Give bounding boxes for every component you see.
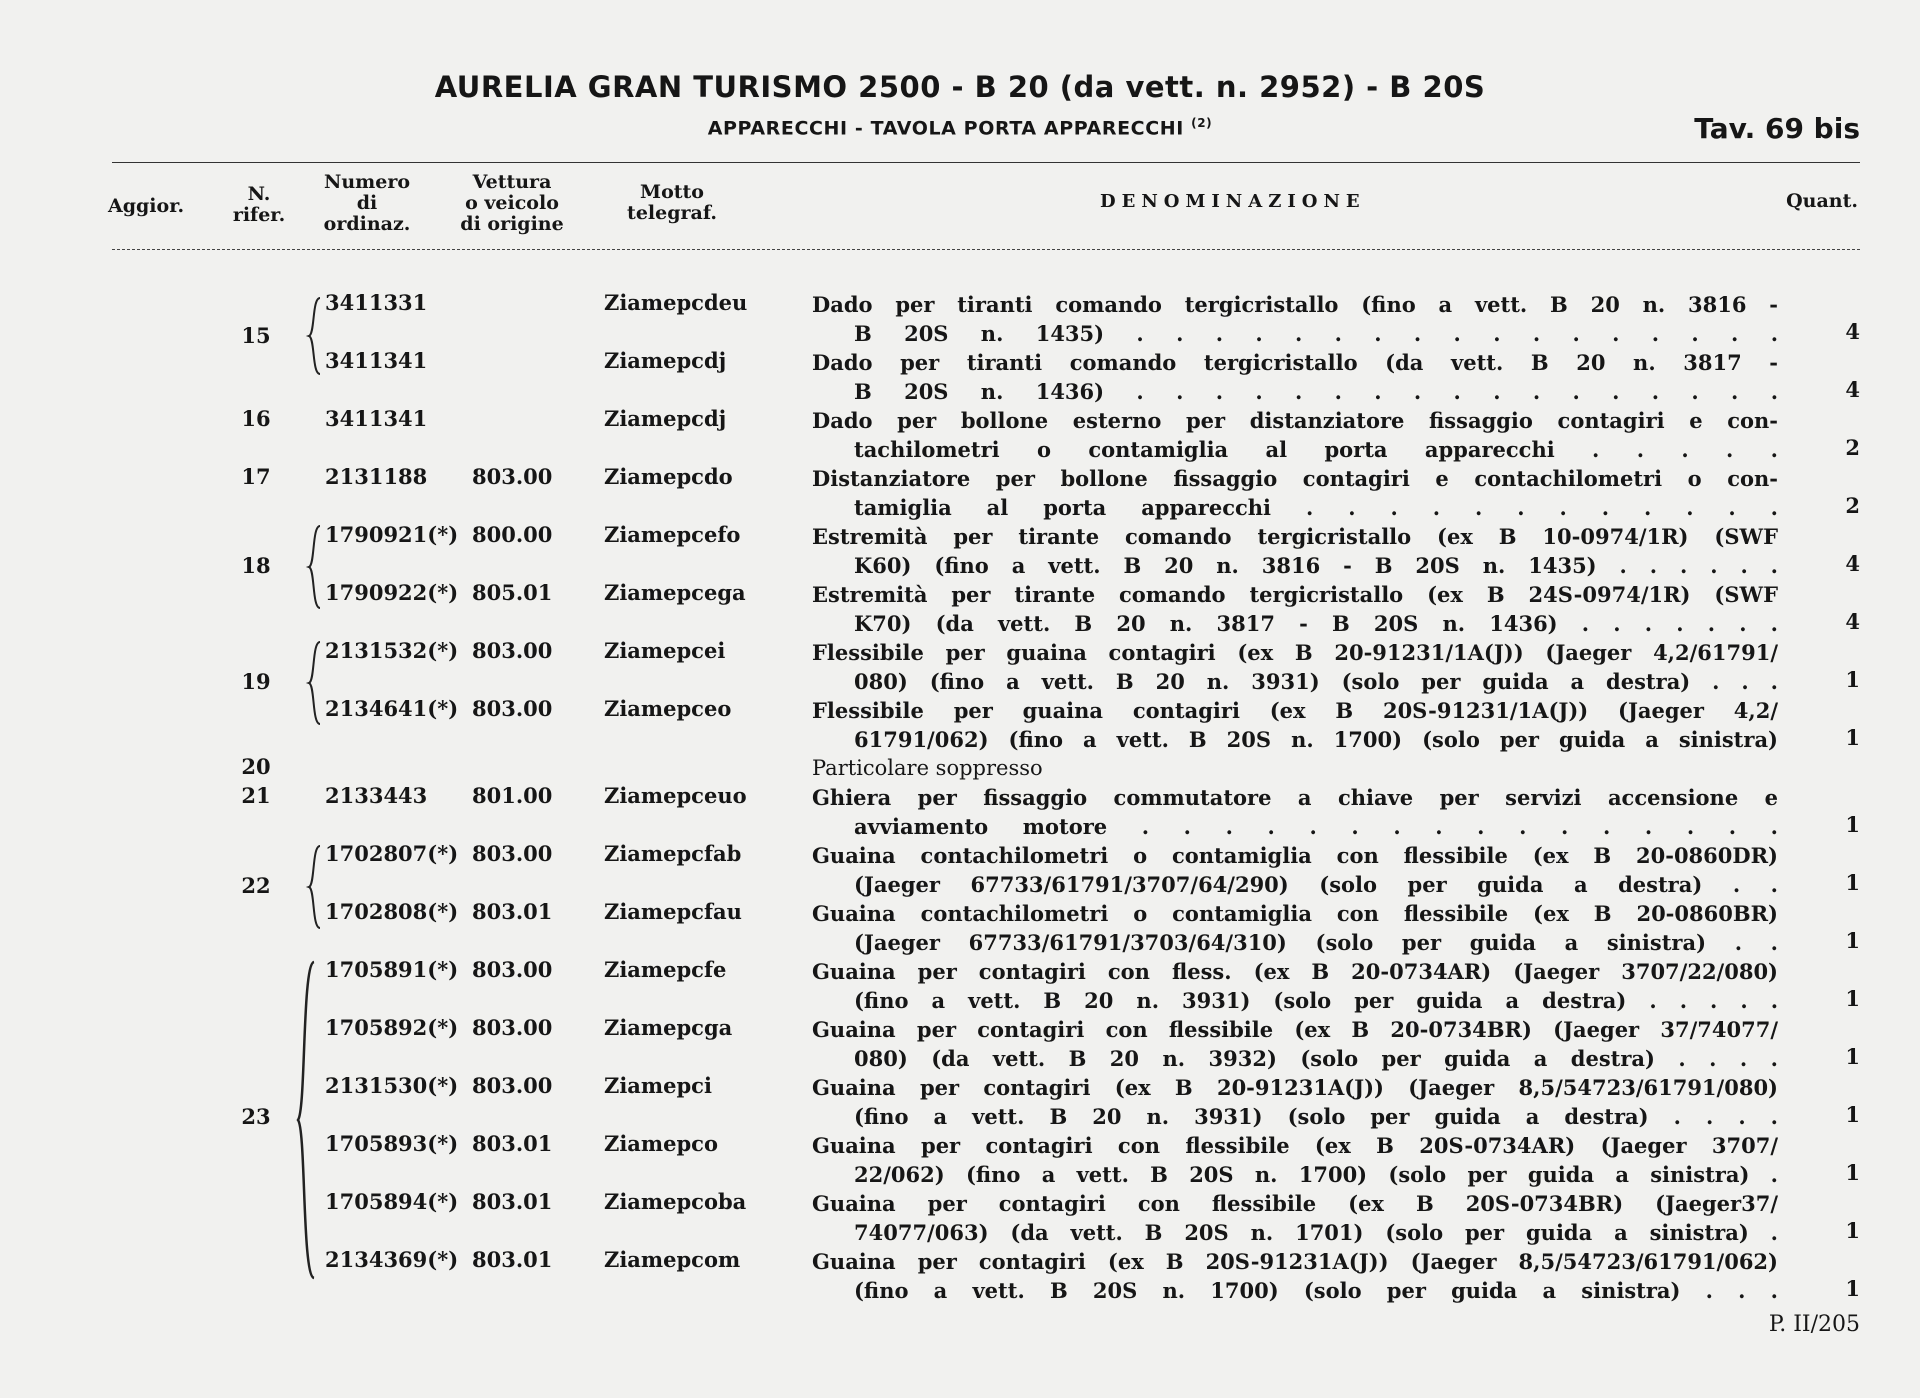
order-number: 3411341	[325, 348, 428, 373]
telegraph-code: Ziamepcdj	[604, 406, 727, 431]
telegraph-code: Ziamepcdo	[604, 464, 733, 489]
table-row	[0, 957, 1920, 1015]
vehicle-origin: 803.00	[472, 638, 553, 663]
telegraph-code: Ziamepcga	[604, 1015, 733, 1040]
order-number: 2134641(*)	[325, 696, 459, 721]
table-row	[0, 899, 1920, 957]
table-row	[0, 841, 1920, 899]
description-line2: 61791/062) (fino a vett. B 20S n. 1700) (solo per guida a sinistra)	[854, 727, 1778, 752]
col-header-rifer-line2: rifer.	[232, 204, 286, 226]
order-number: 1790922(*)	[325, 580, 459, 605]
col-header-motto-line1: Motto	[640, 181, 704, 203]
description-line2: 080) (da vett. B 20 n. 3932) (solo per guida a destra) . . . .	[854, 1046, 1778, 1071]
description-line1: Guaina contachilometri o contamiglia con flessibile (ex B 20-0860DR)	[812, 843, 1778, 868]
telegraph-code: Ziamepci	[604, 1073, 712, 1098]
part-description	[812, 348, 1778, 406]
quantity: 4	[1845, 551, 1860, 576]
quantity: 1	[1845, 725, 1860, 750]
description-line2: K70) (da vett. B 20 n. 3817 - B 20S n. 1436) . . . . . . .	[854, 611, 1778, 636]
subtitle-note: (2)	[1191, 116, 1213, 130]
vehicle-origin: 803.00	[472, 464, 553, 489]
telegraph-code: Ziamepcom	[604, 1247, 741, 1272]
order-number: 1702807(*)	[325, 841, 459, 866]
col-header-motto-line2: telegraf.	[627, 202, 717, 224]
col-header-rifer	[224, 184, 294, 226]
group-number: 19	[241, 669, 271, 694]
description-line1: Guaina per contagiri con flessibile (ex B 20S-0734AR) (Jaeger 3707/	[812, 1133, 1778, 1158]
table-row	[0, 1131, 1920, 1189]
description-line1: Flessibile per guaina contagiri (ex B 20S-91231/1A(J)) (Jaeger 4,2/	[812, 698, 1778, 723]
description-line1: Guaina per contagiri (ex B 20-91231A(J)) (Jaeger 8,5/54723/61791/080)	[812, 1075, 1778, 1100]
table-row	[0, 754, 1920, 783]
quantity: 1	[1845, 667, 1860, 692]
description-line2: (fino a vett. B 20S n. 1700) (solo per guida a sinistra) . . .	[854, 1278, 1778, 1303]
part-description	[812, 957, 1778, 1015]
col-header-vettura-line3: di origine	[460, 213, 564, 235]
description-line1: Guaina contachilometri o contamiglia con flessibile (ex B 20-0860BR)	[812, 901, 1778, 926]
order-number: 2131530(*)	[325, 1073, 459, 1098]
vehicle-origin: 800.00	[472, 522, 553, 547]
telegraph-code: Ziamepceuo	[604, 783, 747, 808]
vehicle-origin: 805.01	[472, 580, 553, 605]
quantity: 4	[1845, 377, 1860, 402]
description-line2: B 20S n. 1435) . . . . . . . . . . . . . . . . .	[854, 321, 1778, 346]
description-line2: (Jaeger 67733/61791/3707/64/290) (solo per guida a destra) . .	[854, 872, 1778, 897]
col-header-vettura	[442, 172, 582, 235]
part-description	[812, 841, 1778, 899]
group-number: 18	[241, 553, 271, 578]
quantity: 1	[1845, 1160, 1860, 1185]
quantity: 2	[1845, 493, 1860, 518]
quantity: 4	[1845, 609, 1860, 634]
table-row	[0, 580, 1920, 638]
part-description	[812, 1015, 1778, 1073]
vehicle-origin: 803.00	[472, 696, 553, 721]
description-line1: Dado per bollone esterno per distanziatore fissaggio contagiri e con-	[812, 408, 1778, 433]
table-row	[0, 696, 1920, 754]
col-header-rifer-line1: N.	[247, 183, 271, 205]
description-line2: tamiglia al porta apparecchi . . . . . . . . . . . .	[854, 495, 1778, 520]
col-header-denominazione: DENOMINAZIONE	[1100, 191, 1366, 212]
vehicle-origin: 801.00	[472, 783, 553, 808]
table-row	[0, 638, 1920, 696]
table-row	[0, 1015, 1920, 1073]
quantity: 1	[1845, 1218, 1860, 1243]
table-row	[0, 406, 1920, 464]
description-line1: Particolare soppresso	[812, 756, 1043, 780]
telegraph-code: Ziamepcega	[604, 580, 746, 605]
description-line1: Guaina per contagiri con flessibile (ex B 20-0734BR) (Jaeger 37/74077/	[812, 1017, 1778, 1042]
col-header-aggior: Aggior.	[108, 195, 185, 217]
group-number: 23	[241, 1104, 271, 1129]
order-number: 2133443	[325, 783, 428, 808]
order-number: 2131188	[325, 464, 428, 489]
col-header-vettura-line2: o veicolo	[465, 192, 559, 214]
telegraph-code: Ziamepcfab	[604, 841, 742, 866]
description-line2: K60) (fino a vett. B 20 n. 3816 - B 20S n. 1435) . . . . . .	[854, 553, 1778, 578]
order-number: 3411331	[325, 290, 428, 315]
part-description	[812, 1073, 1778, 1131]
vehicle-origin: 803.00	[472, 1015, 553, 1040]
description-line1: Estremità per tirante comando tergicristallo (ex B 10-0974/1R) (SWF	[812, 524, 1778, 549]
order-number: 2134369(*)	[325, 1247, 459, 1272]
telegraph-code: Ziamepcefo	[604, 522, 741, 547]
vehicle-origin: 803.00	[472, 1073, 553, 1098]
table-row	[0, 290, 1920, 348]
part-description	[812, 899, 1778, 957]
page-title: AURELIA GRAN TURISMO 2500 - B 20 (da vett. n. 2952) - B 20S	[434, 70, 1486, 104]
quantity: 1	[1845, 1276, 1860, 1301]
ref-number: 21	[241, 783, 271, 808]
telegraph-code: Ziamepcoba	[604, 1189, 747, 1214]
telegraph-code: Ziamepcdeu	[604, 290, 748, 315]
part-description	[812, 580, 1778, 638]
vehicle-origin: 803.01	[472, 1189, 553, 1214]
group-number: 15	[241, 323, 271, 348]
description-line2: (fino a vett. B 20 n. 3931) (solo per guida a destra) . . . . .	[854, 988, 1778, 1013]
vehicle-origin: 803.01	[472, 899, 553, 924]
part-description	[812, 638, 1778, 696]
order-number: 1705892(*)	[325, 1015, 459, 1040]
description-line2: 22/062) (fino a vett. B 20S n. 1700) (solo per guida a sinistra) .	[854, 1162, 1778, 1187]
table-row	[0, 783, 1920, 841]
table-row	[0, 1073, 1920, 1131]
description-line2: 080) (fino a vett. B 20 n. 3931) (solo per guida a destra) . . .	[854, 669, 1778, 694]
telegraph-code: Ziamepcfau	[604, 899, 742, 924]
ref-number: 20	[241, 754, 271, 779]
table-row	[0, 1247, 1920, 1305]
order-number: 1705893(*)	[325, 1131, 459, 1156]
description-line2: B 20S n. 1436) . . . . . . . . . . . . . . . . .	[854, 379, 1778, 404]
order-number: 1705891(*)	[325, 957, 459, 982]
table-reference: Tav. 69 bis	[1694, 112, 1860, 145]
part-description	[812, 464, 1778, 522]
part-description	[812, 406, 1778, 464]
col-header-numero	[312, 172, 422, 235]
page-number: P. II/205	[1768, 1312, 1860, 1337]
order-number: 3411341	[325, 406, 428, 431]
description-line1: Guaina per contagiri con flessibile (ex B 20S-0734BR) (Jaeger37/	[812, 1191, 1778, 1216]
ref-number: 16	[241, 406, 271, 431]
part-description	[812, 1189, 1778, 1247]
description-line1: Guaina per contagiri con fless. (ex B 20-0734AR) (Jaeger 3707/22/080)	[812, 959, 1778, 984]
part-description	[812, 1247, 1778, 1305]
order-number: 1702808(*)	[325, 899, 459, 924]
quantity: 1	[1845, 1044, 1860, 1069]
description-line2: (fino a vett. B 20 n. 3931) (solo per guida a destra) . . . .	[854, 1104, 1778, 1129]
ref-number: 17	[241, 464, 271, 489]
col-header-numero-line2: di	[356, 192, 378, 214]
part-description	[812, 754, 1778, 783]
quantity: 1	[1845, 986, 1860, 1011]
table-row	[0, 464, 1920, 522]
description-line2: 74077/063) (da vett. B 20S n. 1701) (solo per guida a sinistra) .	[854, 1220, 1778, 1245]
telegraph-code: Ziamepcfe	[604, 957, 727, 982]
col-header-numero-line1: Numero	[323, 171, 411, 193]
description-line1: Distanziatore per bollone fissaggio contagiri e contachilometri o con-	[812, 466, 1778, 491]
col-header-vettura-line1: Vettura	[472, 171, 552, 193]
quantity: 1	[1845, 1102, 1860, 1127]
part-description	[812, 696, 1778, 754]
group-number: 22	[241, 873, 271, 898]
header-rule-top	[112, 162, 1860, 163]
subtitle-text: APPARECCHI - TAVOLA PORTA APPARECCHI	[707, 117, 1184, 140]
description-line1: Dado per tiranti comando tergicristallo (da vett. B 20 n. 3817 -	[812, 350, 1778, 375]
col-header-numero-line3: ordinaz.	[323, 213, 411, 235]
order-number: 1790921(*)	[325, 522, 459, 547]
description-line2: (Jaeger 67733/61791/3703/64/310) (solo per guida a sinistra) . .	[854, 930, 1778, 955]
description-line2: avviamento motore . . . . . . . . . . . . . . . .	[854, 814, 1778, 839]
telegraph-code: Ziamepcei	[604, 638, 726, 663]
order-number: 2131532(*)	[325, 638, 459, 663]
vehicle-origin: 803.01	[472, 1247, 553, 1272]
description-line1: Dado per tiranti comando tergicristallo (fino a vett. B 20 n. 3816 -	[812, 292, 1778, 317]
order-number: 1705894(*)	[325, 1189, 459, 1214]
description-line2: tachilometri o contamiglia al porta apparecchi . . . . .	[854, 437, 1778, 462]
part-description	[812, 1131, 1778, 1189]
part-description	[812, 783, 1778, 841]
description-line1: Guaina per contagiri (ex B 20S-91231A(J)) (Jaeger 8,5/54723/61791/062)	[812, 1249, 1778, 1274]
part-description	[812, 522, 1778, 580]
telegraph-code: Ziamepceo	[604, 696, 732, 721]
telegraph-code: Ziamepco	[604, 1131, 718, 1156]
quantity: 1	[1845, 928, 1860, 953]
table-row	[0, 348, 1920, 406]
col-header-motto	[602, 182, 742, 224]
description-line1: Flessibile per guaina contagiri (ex B 20-91231/1A(J)) (Jaeger 4,2/61791/	[812, 640, 1778, 665]
vehicle-origin: 803.00	[472, 957, 553, 982]
part-description	[812, 290, 1778, 348]
col-header-quant: Quant.	[1786, 190, 1858, 212]
vehicle-origin: 803.01	[472, 1131, 553, 1156]
quantity: 1	[1845, 870, 1860, 895]
quantity: 1	[1845, 812, 1860, 837]
table-row	[0, 1189, 1920, 1247]
table-row	[0, 522, 1920, 580]
quantity: 4	[1845, 319, 1860, 344]
vehicle-origin: 803.00	[472, 841, 553, 866]
page-subtitle	[0, 116, 1920, 139]
header-rule-bottom	[112, 249, 1860, 250]
description-line1: Ghiera per fissaggio commutatore a chiave per servizi accensione e	[812, 785, 1778, 810]
telegraph-code: Ziamepcdj	[604, 348, 727, 373]
quantity: 2	[1845, 435, 1860, 460]
description-line1: Estremità per tirante comando tergicristallo (ex B 24S-0974/1R) (SWF	[812, 582, 1778, 607]
